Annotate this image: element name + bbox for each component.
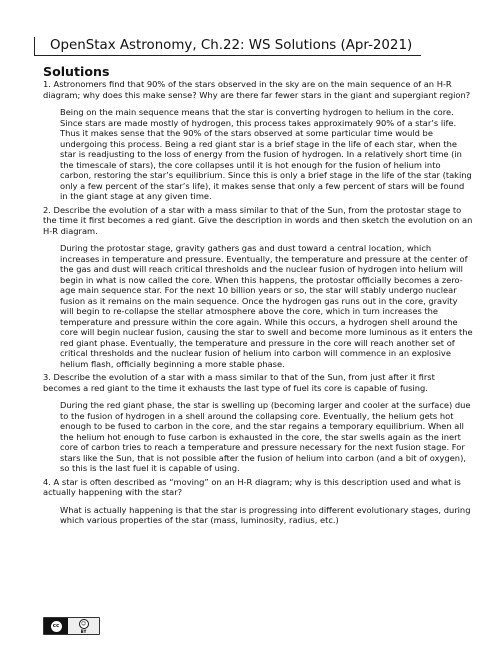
answer-2: During the protostar stage, gravity gathers gas and dust toward a central location, which increases in temperature and pressure. Eventually, the temperature and pressure at the center of the gas and dust will reach critical thresholds and the nuclear fusion of hydrogen into helium will begin in what is now called the core. When this happens, the protostar officially becomes a zero-age main sequence star. For the next 10 billion years or so, the star will stably undergo nuclear fusion as it remains on the main sequence. Once the hydrogen gas runs out in the core, gravity will begin to re-collapse the stellar atmosphere above the core, which in turn increases the temperature and pressure within the core again. While this occurs, a hydrogen shell around the core will begin nuclear fusion, causing the star to swell and become more luminous as it enters the red giant phase. Eventually, the temperature and pressure in the core will reach another set of critical thresholds and the nuclear fusion of helium into carbon will commence in an explosive helium flash, officially beginning a more stable phase. [60, 243, 473, 369]
cc-icon: cc [50, 620, 63, 633]
page-title: OpenStax Astronomy, Ch.22: WS Solutions (Apr-2021) [50, 38, 413, 53]
answer-4: What is actually happening is that the star is progressing into different evolutionary stages, during which various properties of the star (mass, luminosity, radius, etc.) [60, 504, 471, 525]
question-4: 4. A star is often described as “moving” on an H-R diagram; why is this description used and what is actually happening with the star? [43, 476, 461, 497]
document-body [41, 64, 473, 526]
question-3: 3. Describe the evolution of a star with a mass similar to that of the Sun, from just after it first becomes a red giant to the time it exhausts the last type of fuel its core is capable of fusing. [43, 372, 435, 393]
section-heading: Solutions [43, 64, 110, 79]
attribution-section [68, 618, 99, 634]
cc-by-license-badge[interactable] [43, 617, 100, 635]
question-2: 2. Describe the evolution of a star with a mass similar to that of the Sun, from the protostar stage to the time it first becomes a red giant. Give the description in words and then sketch the evolution on an H-R diagram. [43, 204, 473, 236]
by-label: BY [80, 628, 87, 634]
person-icon: ☺ [79, 619, 89, 629]
answer-3: During the red giant phase, the star is swelling up (becoming larger and cooler at the surface) due to the fusion of hydrogen in a shell around the collapsing core. Eventually, the helium gets hot enough to be fused to carbon in the core, and the star regains a temporary equilibrium. When all the helium hot enough to fuse carbon is exhausted in the core, the star swells again as the inert core of carbon tries to reach a temperature and pressure necessary for the next fusion stage. For stars like the Sun, that is not possible after the fusion of helium into carbon (and a bit of oxygen), so this is the last fuel it is capable of using. [60, 400, 471, 473]
cc-logo [44, 618, 68, 634]
question-1: 1. Astronomers find that 90% of the stars observed in the sky are on the main sequence of an H-R diagram; why does this make sense? Why are there far fewer stars in the giant and supergiant region? [43, 79, 471, 100]
answer-1: Being on the main sequence means that the star is converting hydrogen to helium in the core. Since stars are made mostly of hydrogen, this process takes approximately 90% of a star’s life. Thus it makes sense that the 90% of the stars observed at some particular time would be undergoing this process. Being a red giant star is a brief stage in the life of each star, when the star is readjusting to the loss of energy from the fusion of hydrogen. In a relatively short time (in the timescale of stars), the core collapses until it is hot enough for the fusion of helium into carbon, restoring the star’s equilibrium. Since this is only a brief stage in the life of the star (taking only a few percent of the star’s life), it makes sense that only a few percent of stars will be found in the giant stage at any given time. [60, 107, 472, 201]
